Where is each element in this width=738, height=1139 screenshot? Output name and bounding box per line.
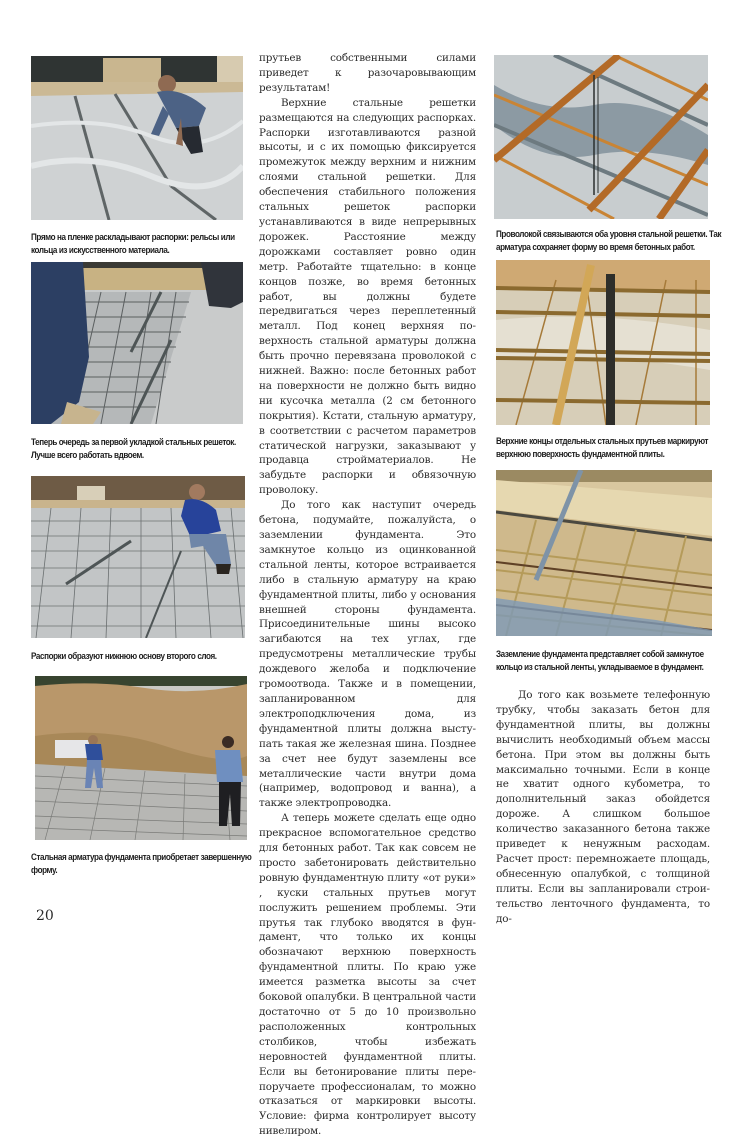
- paragraph: Верхние стальные решетки размещаются на следующих распорках. Распорки изготавливаются разной высоты, и с их помощью фиксируется промежуток между верхним и нижним слоями стальной решетки. Для обеспечения стабильного положения стальных решеток распорки устанавливаются в виде непрерывных дорожек. Расстояние между дорожками составляет ровно один метр. Работайте тщательно: в конце концов позже, во время бетонных работ, вы должны будете передвигаться через переплетенный металл. Под конец верхняя поверхность стальной арматуры должна быть прочно перевязана проволокой с нижней. Важно: после бетонных работ на поверхности не должно быть видно ни кусочка металла (2 см бетонного покрытия). Кстати, стальную арматуру, в соответствии с расчетом параметров статической нагрузки, заказывают у продавца стройматериалов. Не забудьте распорки и обвязочную проволоку.: [259, 96, 476, 497]
- photo-grounding: [496, 470, 712, 636]
- photo-second-layer: [31, 476, 245, 638]
- body-text-right-column: [496, 688, 710, 927]
- photo-rod-ends: [496, 260, 710, 425]
- photo-first-mesh: [31, 262, 243, 424]
- caption-wire-tie: Проволокой связываются оба уровня стальной решетки. Так арматура сохраняет форму во время бетонных работ.: [496, 229, 722, 252]
- paragraph: До того как наступит очередь бетона, подумайте, пожалуйста, о заземлении фундамента. Это замкнутое кольцо из оцинкованной стальной ленты, которое встраивается либо в стальную арматуру на краю фундаментной плиты, либо у основания внешней стороны фундамента. Присоединительные шины высоко загибаются на тех углах, где предусмотрены металлические трубы дождевого желоба и подключение громоотвода. Также и в помещении, запланированном для электроподключения дома, из фундаментной плиты должна выступать такая же железная шина. Позднее за счет нее будут заземлены все металлические части внутри дома (например, водопровод и ванна), а также электропроводка.: [259, 499, 476, 810]
- body-text-middle-column: [259, 51, 476, 1139]
- page-number: 20: [36, 908, 54, 924]
- paragraph: А теперь можете сделать еще одно прекрасное вспомогательное средство для бетонных работ. Так как совсем не просто забетонировать действительно ровную фундаментную плиту «от руки» , куски стальных прутьев могут послужить решением проблемы. Эти прутья так глубоко вводятся в фундамент, что только их концы обозначают верхнюю поверхность фундаментной плиты. По краю уже имеется разметка высоты за счет боковой опалубки. В центральной части достаточно от 5 до 10 произвольно расположенных контрольных столбиков, чтобы избежать неровностей фундаментной плиты. Если вы бетонирование плиты перепоручаете профессионалам, то можно отказаться от маркировки высоты. Условие: фирма контролирует высоту нивелиром.: [259, 812, 476, 1138]
- caption-plastic-spacers: Прямо на пленке раскладывают распорки: рельсы или кольца из искусственного материала.: [31, 232, 235, 255]
- caption-finished-rebar: Стальная арматура фундамента приобретает завершенную форму.: [31, 852, 252, 875]
- photo-finished-rebar: [35, 676, 247, 840]
- caption-second-layer: Распорки образуют нижнюю основу второго слоя.: [31, 651, 217, 661]
- paragraph: До того как возьмете телефонную трубку, чтобы заказать бетон для фундаментной плиты, вы должны вычислить необходимый объем массы бетона. При этом вы должны быть максимально точными. Если в конце не хватит одного кубометра, то дополнительный заказ обойдется дороже. А слишком большое количество заказанного бетона также приведет к ненужным расходам. Расчет прост: перемножаете площадь, обнесенную опалубкой, с толщиной плиты. Если вы запланировали строительство ленточного фундамента, то до-: [496, 689, 710, 925]
- caption-rod-ends: Верхние концы отдельных стальных прутьев маркируют верхнюю поверхность фундаментной плиты.: [496, 436, 709, 459]
- caption-first-mesh: Теперь очередь за первой укладкой стальных решеток. Лучше всего работать вдвоем.: [31, 437, 236, 460]
- paragraph: прутьев собственными силами приведет к разочаровывающим результатам!: [259, 52, 476, 94]
- photo-wire-tie: [494, 55, 708, 219]
- caption-grounding: Заземление фундамента представляет собой замкнутое кольцо из стальной ленты, укладываемое в фундамент.: [496, 649, 704, 672]
- photo-plastic-spacers: [31, 56, 243, 220]
